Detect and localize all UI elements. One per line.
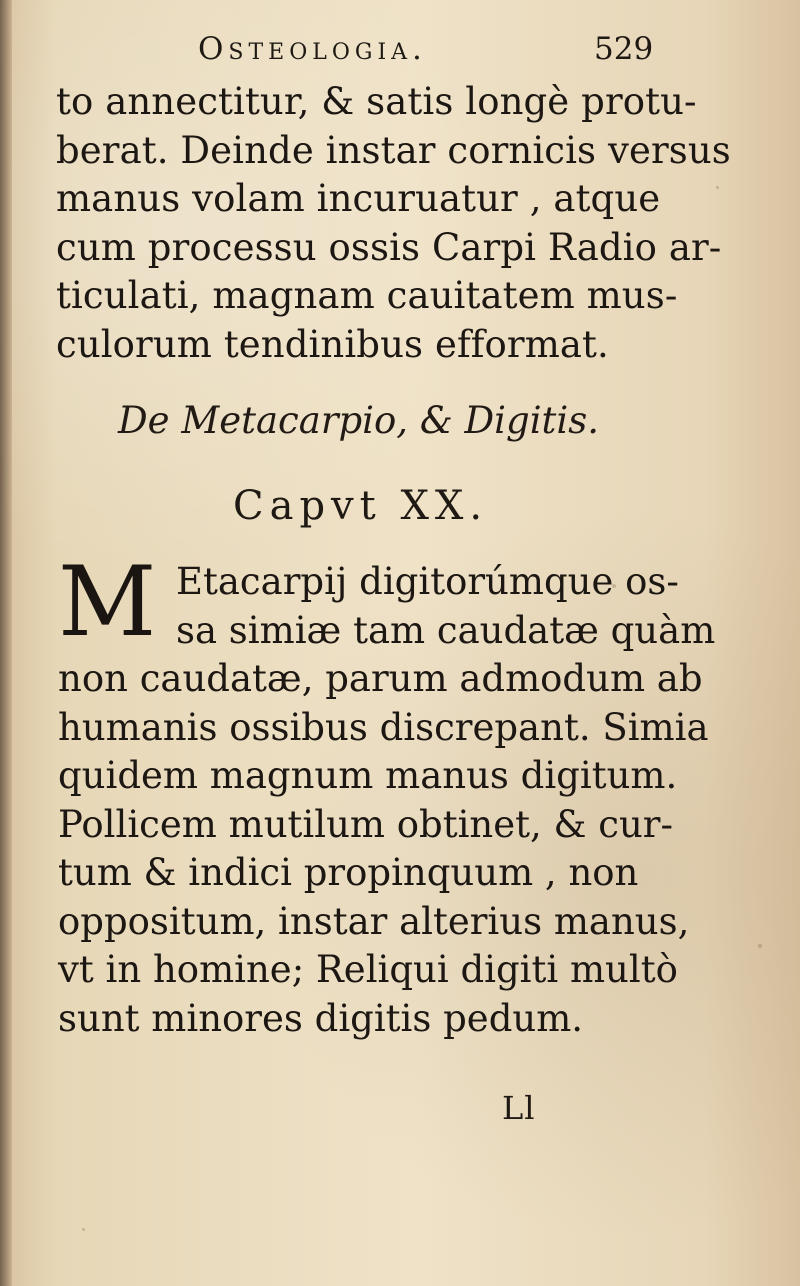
text-line: culorum tendinibus efformat. <box>56 322 609 366</box>
text-line: manus volam incuruatur , atque <box>56 177 661 220</box>
text-line: berat. Deinde instar cornicis versus <box>56 128 731 172</box>
chapter-title: Capvt XX. <box>233 483 489 529</box>
text-line: cum processu ossis Carpi Radio ar- <box>56 225 722 269</box>
text-line: tum & indici propinquum , non <box>58 851 639 894</box>
text-line: humanis ossibus discrepant. Simia <box>58 705 709 749</box>
text-line: sunt minores digitis pedum. <box>58 996 584 1040</box>
text-line: ticulati, magnam cauitatem mus- <box>56 274 678 317</box>
paper-speck <box>716 186 719 189</box>
opening-paragraph <box>56 78 731 369</box>
page-number: 529 <box>594 31 654 67</box>
left-page-edge <box>0 0 12 1286</box>
text-line: quidem magnum manus digitum. <box>58 754 678 797</box>
catchword: Ll <box>502 1089 536 1127</box>
drop-cap: M <box>58 546 157 658</box>
running-title: Osteologia. <box>198 31 427 67</box>
chapter-paragraph <box>58 546 716 1043</box>
text-line: Etacarpij digitorúmque os- <box>176 560 679 603</box>
paper-speck <box>758 944 762 948</box>
text-line: to annectitur, & satis longè protu- <box>56 80 697 123</box>
text-line: vt in homine; Reliqui digiti multò <box>58 948 678 991</box>
text-line: non caudatæ, parum admodum ab <box>58 657 703 700</box>
paper-speck <box>82 1228 85 1231</box>
text-line: Pollicem mutilum obtinet, & cur- <box>58 802 673 846</box>
section-title: De Metacarpio, & Digitis. <box>118 399 599 442</box>
page-header <box>58 30 668 82</box>
text-line: sa simiæ tam caudatæ quàm <box>176 608 716 652</box>
text-line: oppositum, instar alterius manus, <box>58 899 690 943</box>
